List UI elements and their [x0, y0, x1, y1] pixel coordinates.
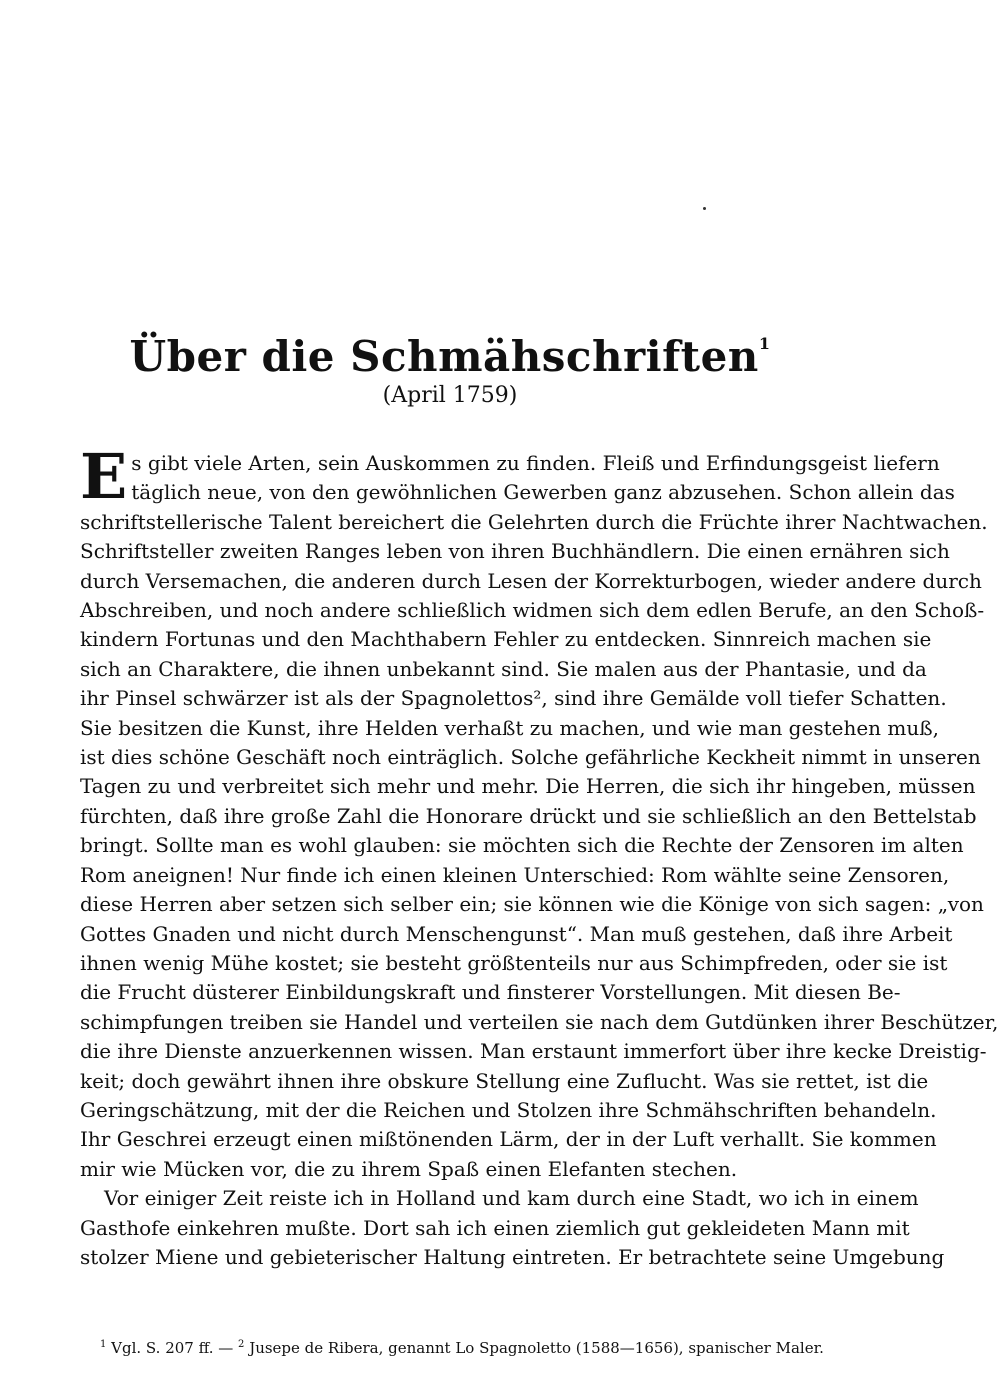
text-line: Rom aneignen! Nur finde ich einen kleinen Unterschied: Rom wählte seine Zensoren,: [80, 862, 950, 887]
footnote-mark-2: 2: [238, 1339, 245, 1350]
text-line: die Frucht düsterer Einbildungskraft und finsterer Vorstellungen. Mit diesen Be-: [80, 980, 901, 1005]
text-line: Vor einiger Zeit reiste ich in Holland und kam durch eine Stadt, wo ich in einem: [104, 1186, 919, 1211]
text-line: fürchten, daß ihre große Zahl die Honorare drückt und sie schließlich an den Bettelstab: [80, 803, 977, 828]
main-text: [80, 440, 998, 1272]
text-line: durch Versemachen, die anderen durch Lesen der Korrekturbogen, wieder andere durch: [80, 568, 982, 593]
paragraph-1: [80, 440, 998, 1184]
text-line: Geringschätzung, mit der die Reichen und Stolzen ihre Schmähschriften behandeln.: [80, 1097, 937, 1122]
text-line: bringt. Sollte man es wohl glauben: sie möchten sich die Rechte der Zensoren im alten: [80, 833, 964, 858]
text-line: Sie besitzen die Kunst, ihre Helden verhaßt zu machen, und wie man gestehen muß,: [80, 715, 939, 740]
text-line: kindern Fortunas und den Machthabern Fehler zu entdecken. Sinnreich machen sie: [80, 627, 932, 652]
text-line: täglich neue, von den gewöhnlichen Gewerben ganz abzusehen. Schon allein das: [131, 480, 955, 505]
title-text: Über die Schmähschriften: [129, 332, 759, 381]
text-line: Gottes Gnaden und nicht durch Menschengunst“. Man muß gestehen, daß ihre Arbeit: [80, 921, 953, 946]
title-footnote-mark: 1: [758, 334, 771, 353]
footnote-text-2: Jusepe de Ribera, genannt Lo Spagnoletto (1588—1656), spanischer Maler.: [249, 1339, 824, 1357]
text-line: Ihr Geschrei erzeugt einen mißtönenden Lärm, der in der Luft verhallt. Sie kommen: [80, 1127, 937, 1152]
text-line: keit; doch gewährt ihnen ihre obskure Stellung eine Zuflucht. Was sie rettet, ist die: [80, 1068, 929, 1093]
text-line: Tagen zu und verbreitet sich mehr und mehr. Die Herren, die sich ihr hingeben, müssen: [80, 774, 976, 799]
footnote-mark-1: 1: [100, 1339, 107, 1350]
footnote-text-1: Vgl. S. 207 ff. —: [111, 1339, 239, 1357]
text-line: schriftstellerische Talent bereichert die Gelehrten durch die Früchte ihrer Nachtwachen.: [80, 509, 988, 534]
text-line: ihnen wenig Mühe kostet; sie besteht größtenteils nur aus Schimpfreden, oder sie ist: [80, 950, 948, 975]
text-line: die ihre Dienste anzuerkennen wissen. Man erstaunt immerfort über ihre kecke Dreistig-: [80, 1039, 987, 1064]
text-line: diese Herren aber setzen sich selber ein; sie können wie die Könige von sich sagen: „von: [80, 892, 984, 917]
text-line: ist dies schöne Geschäft noch einträglich. Solche gefährliche Keckheit nimmt in unseren: [80, 745, 981, 770]
text-line: s gibt viele Arten, sein Auskommen zu finden. Fleiß und Erfindungsgeist liefern: [131, 451, 940, 475]
text-line: ihr Pinsel schwärzer ist als der Spagnolettos², sind ihre Gemälde voll tiefer Schatten.: [80, 686, 947, 711]
ink-speck: [703, 207, 706, 210]
text-line: stolzer Miene und gebieterischer Haltung eintreten. Er betrachtete seine Umgebung: [80, 1244, 945, 1269]
page-subtitle: (April 1759): [382, 383, 518, 408]
page-title: [0, 332, 900, 381]
text-line: Abschreiben, und noch andere schließlich widmen sich dem edlen Berufe, an den Schoß-: [80, 598, 985, 623]
text-line: Gasthofe einkehren mußte. Dort sah ich einen ziemlich gut gekleideten Mann mit: [80, 1215, 910, 1240]
paragraph-2: [80, 1184, 945, 1272]
text-line: mir wie Mücken vor, die zu ihrem Spaß einen Elefanten stechen.: [80, 1156, 738, 1181]
text-line: sich an Charaktere, die ihnen unbekannt sind. Sie malen aus der Phantasie, und da: [80, 656, 927, 681]
text-line: Schriftsteller zweiten Ranges leben von ihren Buchhändlern. Die einen ernähren sich: [80, 539, 950, 564]
footnotes: [100, 1339, 832, 1357]
text-line: schimpfungen treiben sie Handel und verteilen sie nach dem Gutdünken ihrer Beschützer,: [80, 1009, 998, 1034]
drop-cap: E: [80, 440, 128, 513]
